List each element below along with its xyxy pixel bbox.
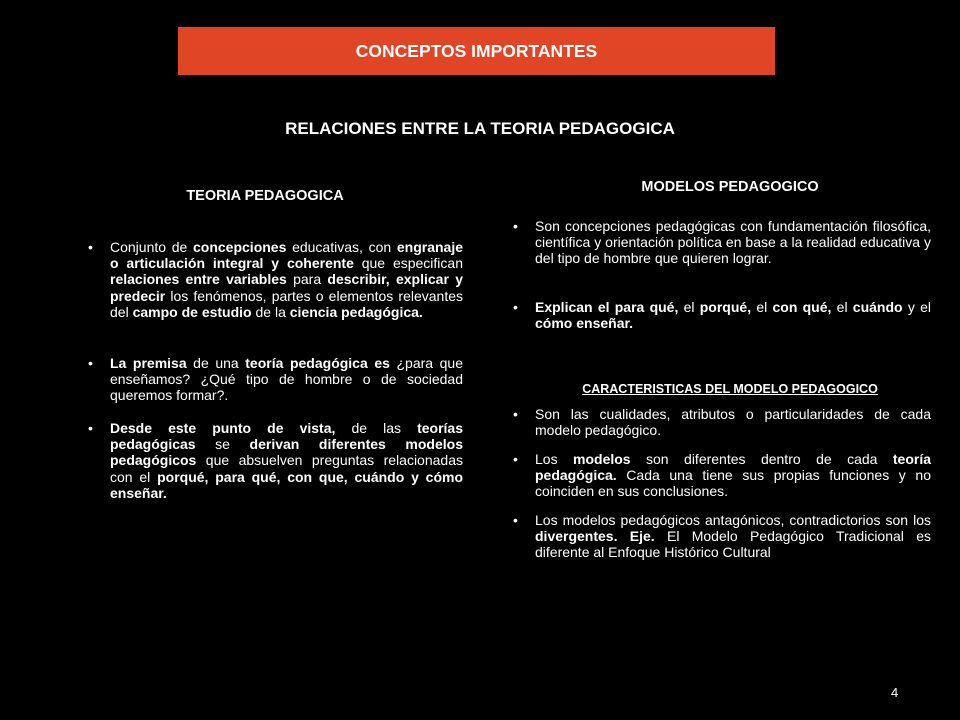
characteristics-heading: CARACTERISTICAS DEL MODELO PEDAGOGICO — [582, 382, 878, 396]
right-heading: MODELOS PEDAGOGICO — [641, 179, 819, 195]
left-bullet-2: • La premisa de una teoría pedagógica es ¿para que enseñamos? ¿Qué tipo de hombre o de sociedad queremos formar?. — [88, 355, 463, 404]
page-number: 4 — [891, 685, 899, 700]
right-bullet-4: • Los modelos son diferentes dentro de cada teoría pedagógica. Cada una tiene sus propias funciones y no coinciden en sus conclusiones. — [513, 451, 931, 500]
bullet-icon: • — [88, 420, 93, 436]
title-banner — [178, 27, 775, 75]
left-bullet-1: • Conjunto de concepciones educativas, con engranaje o articulación integral y coherente que especifican relaciones entre variables para describir, explicar y predecir los fenómenos, partes o elementos relevantes del campo de estudio de la ciencia pedagógica. — [88, 239, 463, 320]
slide-subtitle: RELACIONES ENTRE LA TEORIA PEDAGOGICA — [285, 119, 675, 138]
bullet-icon: • — [513, 451, 518, 467]
bullet-icon: • — [513, 512, 518, 528]
bullet-icon: • — [513, 218, 518, 234]
bullet-icon: • — [88, 239, 93, 255]
right-bullet-3: • Son las cualidades, atributos o particularidades de cada modelo pedagógico. — [513, 406, 931, 439]
bullet-icon: • — [513, 299, 518, 315]
left-bullet-3: • Desde este punto de vista, de las teorías pedagógicas se derivan diferentes modelos pedagógicos que absuelven preguntas relacionadas con el porqué, para qué, con que, cuándo y cómo enseñar. — [88, 420, 464, 501]
right-bullet-5: • Los modelos pedagógicos antagónicos, contradictorios son los divergentes. Eje. El Modelo Pedagógico Tradicional es diferente al Enfoque Histórico Cultural — [513, 512, 931, 561]
right-bullet-2: • Explican el para qué, el porqué, el con qué, el cuándo y el cómo enseñar. — [513, 299, 931, 332]
right-bullet-1: • Son concepciones pedagógicas con fundamentación filosófica, científica y orientación política en base a la realidad educativa y del tipo de hombre que quieren lograr. — [513, 218, 931, 267]
banner-title: CONCEPTOS IMPORTANTES — [355, 40, 598, 61]
left-heading: TEORIA PEDAGOGICA — [186, 188, 344, 204]
bullet-icon: • — [88, 355, 93, 371]
bullet-icon: • — [513, 406, 518, 422]
